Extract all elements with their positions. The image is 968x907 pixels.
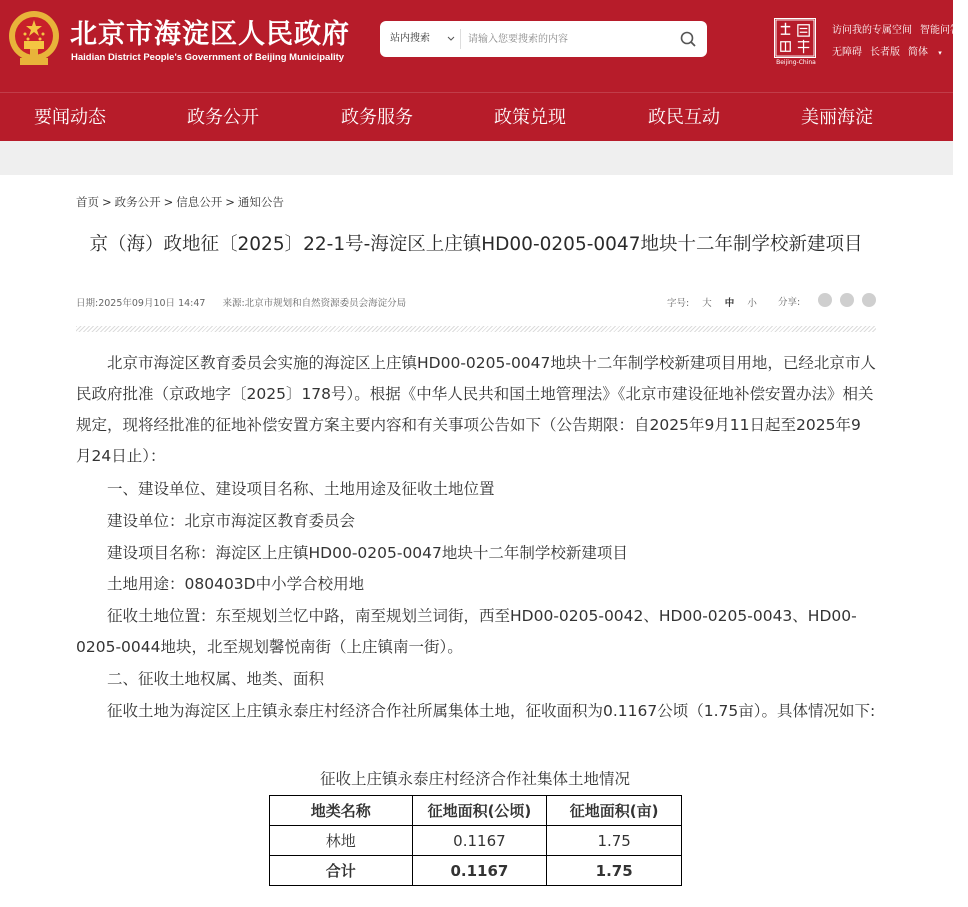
table-header: 地类名称 <box>270 796 413 826</box>
nav-item-services[interactable]: 政务服务 <box>341 107 413 128</box>
font-size-medium[interactable]: 中 <box>724 298 735 309</box>
site-subtitle: Haidian District People's Government of Beijing Municipality <box>71 52 345 63</box>
breadcrumb-government-affairs[interactable]: 政务公开 <box>114 195 161 209</box>
section-heading-2: 二、征收土地权属、地类、面积 <box>107 670 325 688</box>
capital-logo[interactable] <box>774 18 818 66</box>
article-paragraph-location: 征收土地位置：东至规划兰忆中路，南至规划兰词街，西至HD00-0205-0042、HD00-0205-0043、HD00-0205-0044地块，北至规划馨悦南街（上庄镇南一街）。 <box>76 607 857 656</box>
smart-qa-link[interactable]: 智能问答 <box>920 25 960 36</box>
font-size-large[interactable]: 大 <box>702 298 712 309</box>
article-paragraph-intro: 北京市海淀区教育委员会实施的海淀区上庄镇HD00-0205-0047地块十二年制学校新建项目用地，已经北京市人民政府批准（京政地字〔2025〕178号）。根据《中华人民共和国土地管理法》《北京市建设征地补偿安置办法》相关规定，现将经批准的征地补偿安置方案主要内容和有关事项公告如下（公告期限：自2025年9月11日起至2025年9月24日止）： <box>76 354 876 465</box>
article-source: 来源:北京市规划和自然资源委员会海淀分局 <box>222 298 407 309</box>
font-size-small[interactable]: 小 <box>747 298 757 309</box>
nav-item-interaction[interactable]: 政民互动 <box>648 107 720 128</box>
wechat-share-icon[interactable] <box>818 293 832 307</box>
search-input[interactable] <box>468 27 668 51</box>
main-nav <box>0 92 953 141</box>
article-paragraph-land: 征收土地为海淀区上庄镇永泰庄村经济合作社所属集体土地，征收面积为0.1167公顷（1.75亩）。具体情况如下: <box>107 702 876 720</box>
font-size-label: 字号: <box>667 298 690 309</box>
publish-date: 日期:2025年09月10日 14:47 <box>76 298 206 309</box>
search-box <box>380 21 707 57</box>
article-paragraph-unit: 建设单位：北京市海淀区教育委员会 <box>107 512 356 530</box>
language-select[interactable]: 简体 ▾ <box>908 47 942 58</box>
table-header: 征地面积(公顷) <box>412 796 547 826</box>
gray-band <box>0 141 953 175</box>
section-heading-1: 一、建设单位、建设项目名称、土地用途及征收土地位置 <box>107 480 495 498</box>
article-paragraph-project: 建设项目名称：海淀区上庄镇HD00-0205-0047地块十二年制学校新建项目 <box>107 544 628 562</box>
national-emblem-icon[interactable] <box>6 8 62 70</box>
elderly-mode-link[interactable]: 长者版 <box>870 47 900 58</box>
nav-item-beautiful-haidian[interactable]: 美丽海淀 <box>801 107 873 128</box>
site-title[interactable]: 北京市海淀区人民政府 <box>70 19 350 50</box>
top-links <box>832 20 968 64</box>
table-cell: 合计 <box>270 856 413 886</box>
page-title: 京（海）政地征〔2025〕22-1号-海淀区上庄镇HD00-0205-0047地块十二年制学校新建项目 <box>89 234 863 255</box>
breadcrumb: 首页 > 政务公开 > 信息公开 > 通知公告 <box>76 195 284 209</box>
qzone-share-icon[interactable] <box>862 293 876 307</box>
breadcrumb-notices[interactable]: 通知公告 <box>237 195 284 209</box>
table-header: 征地面积(亩) <box>547 796 682 826</box>
nav-item-policy[interactable]: 政策兑现 <box>494 107 566 128</box>
search-icon[interactable] <box>677 28 699 50</box>
personal-space-link[interactable]: 访问我的专属空间 <box>832 25 912 36</box>
table-row <box>270 826 682 856</box>
weibo-share-icon[interactable] <box>840 293 854 307</box>
article-paragraph-use: 土地用途：080403D中小学合校用地 <box>107 575 365 593</box>
nav-item-news[interactable]: 要闻动态 <box>34 107 106 128</box>
table-cell: 0.1167 <box>412 856 547 886</box>
article-meta <box>76 295 420 309</box>
table-header-row <box>270 796 682 826</box>
search-scope-select[interactable]: 站内搜索 <box>390 33 430 44</box>
breadcrumb-home[interactable]: 首页 <box>76 195 99 209</box>
capital-logo-icon <box>774 18 816 58</box>
share-label: 分享: <box>778 297 801 308</box>
chevron-down-icon <box>448 36 454 42</box>
divider <box>76 326 876 332</box>
table-cell: 0.1167 <box>412 826 547 856</box>
accessibility-link[interactable]: 无障碍 <box>832 47 862 58</box>
breadcrumb-info-disclosure[interactable]: 信息公开 <box>176 195 223 209</box>
table-caption: 征收上庄镇永泰庄村经济合作社集体土地情况 <box>319 770 630 788</box>
site-header <box>0 0 960 92</box>
table-cell: 1.75 <box>547 856 682 886</box>
table-cell: 林地 <box>270 826 413 856</box>
nav-item-government-affairs[interactable]: 政务公开 <box>187 107 259 128</box>
land-table <box>269 795 682 886</box>
capital-logo-text: Beijing-China <box>776 59 816 66</box>
table-total-row <box>270 856 682 886</box>
search-divider <box>460 29 461 49</box>
font-size-control <box>667 295 757 309</box>
table-cell: 1.75 <box>547 826 682 856</box>
